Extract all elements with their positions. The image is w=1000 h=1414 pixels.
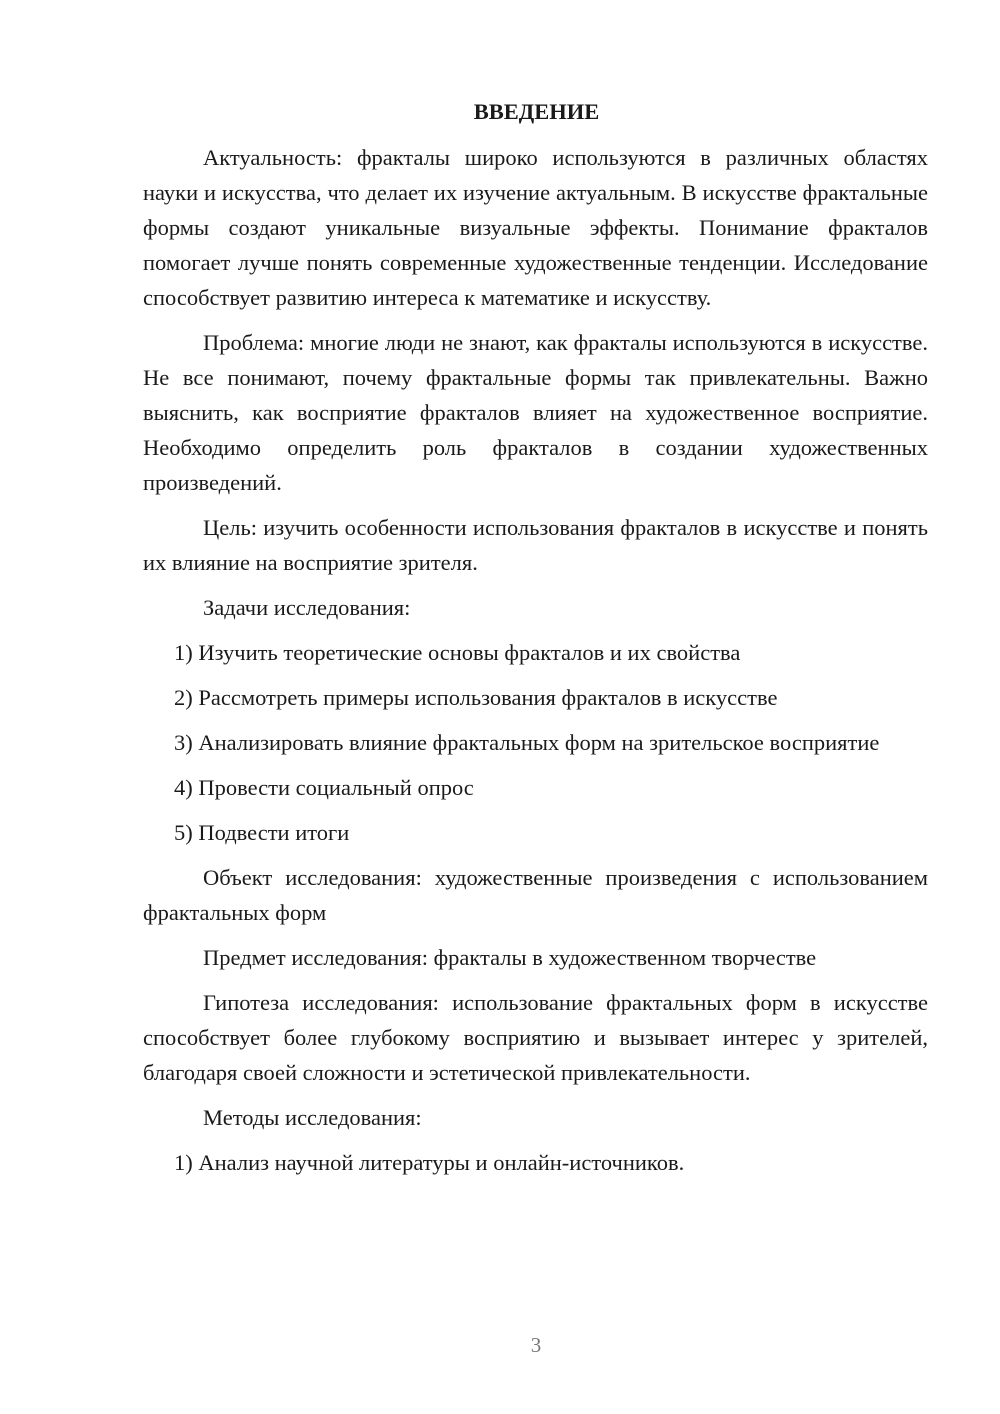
method-item: 1) Анализ научной литературы и онлайн-источников.	[174, 1150, 685, 1175]
subject-paragraph: Предмет исследования: фракталы в художественном творчестве	[203, 945, 817, 970]
page-number: 3	[530, 1333, 542, 1357]
relevance-paragraph: Актуальность: фракталы широко используются в различных областях науки и искусства, что делает их изучение актуальным. В искусстве фрактальные формы создают уникальные визуальные эффекты. Понимание фракталов помогает лучше понять современные художественные тенденции. Исследование способствует развитию интереса к математике и искусству.	[143, 145, 928, 310]
task-item: 3) Анализировать влияние фрактальных форм на зрительское восприятие	[174, 730, 880, 755]
task-item: 1) Изучить теоретические основы фракталов и их свойства	[174, 640, 741, 665]
hypothesis-paragraph: Гипотеза исследования: использование фрактальных форм в искусстве способствует более глубокому восприятию и вызывает интерес у зрителей, благодаря своей сложности и эстетической привлекательности.	[143, 990, 928, 1085]
task-item: 4) Провести социальный опрос	[174, 775, 474, 800]
tasks-title: Задачи исследования:	[203, 595, 411, 620]
document-page	[143, 94, 928, 1190]
goal-paragraph: Цель: изучить особенности использования фракталов в искусстве и понять их влияние на восприятие зрителя.	[143, 515, 928, 575]
task-item: 2) Рассмотреть примеры использования фракталов в искусстве	[174, 685, 778, 710]
task-item: 5) Подвести итоги	[174, 820, 350, 845]
object-paragraph: Объект исследования: художественные произведения с использованием фрактальных форм	[143, 865, 928, 925]
methods-title: Методы исследования:	[203, 1105, 422, 1130]
problem-paragraph: Проблема: многие люди не знают, как фракталы используются в искусстве. Не все понимают, почему фрактальные формы так привлекательны. Важно выяснить, как восприятие фракталов влияет на художественное восприятие. Необходимо определить роль фракталов в создании художественных произведений.	[143, 330, 928, 495]
section-heading: ВВЕДЕНИЕ	[473, 99, 600, 124]
